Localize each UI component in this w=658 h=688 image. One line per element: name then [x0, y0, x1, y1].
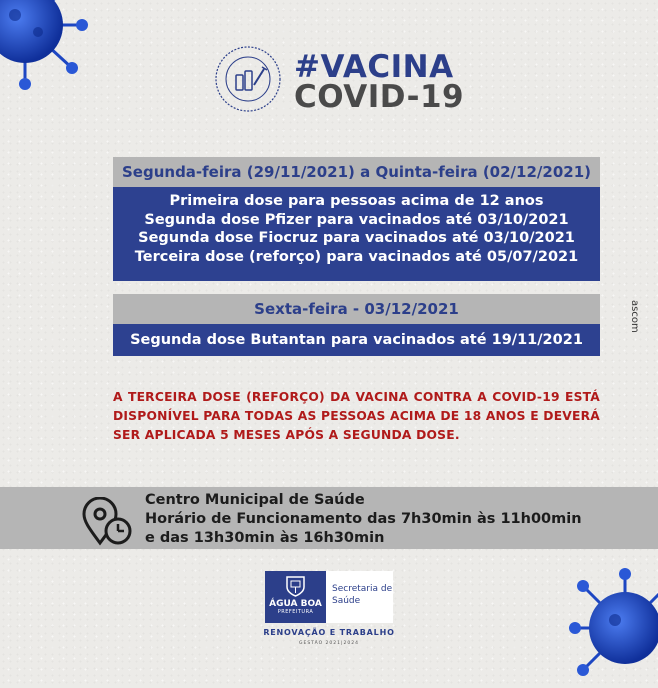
dose-item: Primeira dose para pessoas acima de 12 anos: [169, 193, 544, 209]
administration-slogan: RENOVAÇÃO E TRABALHO: [263, 628, 395, 637]
dose-item: Terceira dose (reforço) para vacinados até 05/07/2021: [134, 248, 579, 265]
administration-term: GESTÃO 2021|2024: [299, 641, 359, 646]
opening-hours: Horário de Funcionamento das 7h30min às 11h00min: [145, 511, 582, 527]
department-line: Secretaria de: [332, 584, 393, 594]
prefeitura-label: PREFEITURA: [277, 609, 314, 615]
schedule-day-header: Segunda-feira (29/11/2021) a Quinta-feira (02/12/2021): [113, 157, 600, 187]
prefeitura-logo: [265, 571, 393, 623]
schedule-block-friday: [113, 294, 600, 356]
schedule-day-header: Sexta-feira - 03/12/2021: [113, 294, 600, 324]
department-name: [332, 583, 392, 607]
vaccine-seal-icon: [214, 45, 282, 113]
city-crest-icon: [285, 574, 306, 598]
location-info: [145, 491, 582, 548]
dose-item: Segunda dose Fiocruz para vacinados até 03/10/2021: [138, 230, 575, 246]
campaign-title: COVID-19: [294, 79, 465, 115]
dose-item: Segunda dose Pfizer para vacinados até 03/10/2021: [144, 211, 569, 228]
campaign-header: [214, 45, 465, 115]
city-crest: [265, 571, 326, 623]
location-name: Centro Municipal de Saúde: [145, 492, 365, 508]
booster-notice: A TERCEIRA DOSE (REFORÇO) DA VACINA CONTRA A COVID-19 ESTÁ DISPONÍVEL PARA TODAS AS PESSOAS ACIMA DE 18 ANOS E DEVERÁ SER APLICADA 5 MESES APÓS A SEGUNDA DOSE.: [113, 390, 601, 442]
dose-item: Segunda dose Butantan para vacinados até 19/11/2021: [130, 332, 583, 348]
dose-list: [113, 187, 600, 281]
credit-text: ascom: [629, 300, 640, 333]
opening-hours: e das 13h30min às 16h30min: [145, 530, 385, 546]
virus-illustration-bottom-right: [565, 568, 658, 688]
schedule-block-weekdays: [113, 157, 600, 281]
dose-list: [113, 324, 600, 356]
credit-label: [618, 300, 648, 360]
virus-illustration-top-left: [0, 0, 90, 90]
city-name: ÁGUA BOA: [269, 599, 322, 609]
location-clock-icon: [80, 497, 136, 547]
campaign-hashtag: #VACINA: [294, 49, 454, 85]
department-line: Saúde: [332, 596, 361, 606]
